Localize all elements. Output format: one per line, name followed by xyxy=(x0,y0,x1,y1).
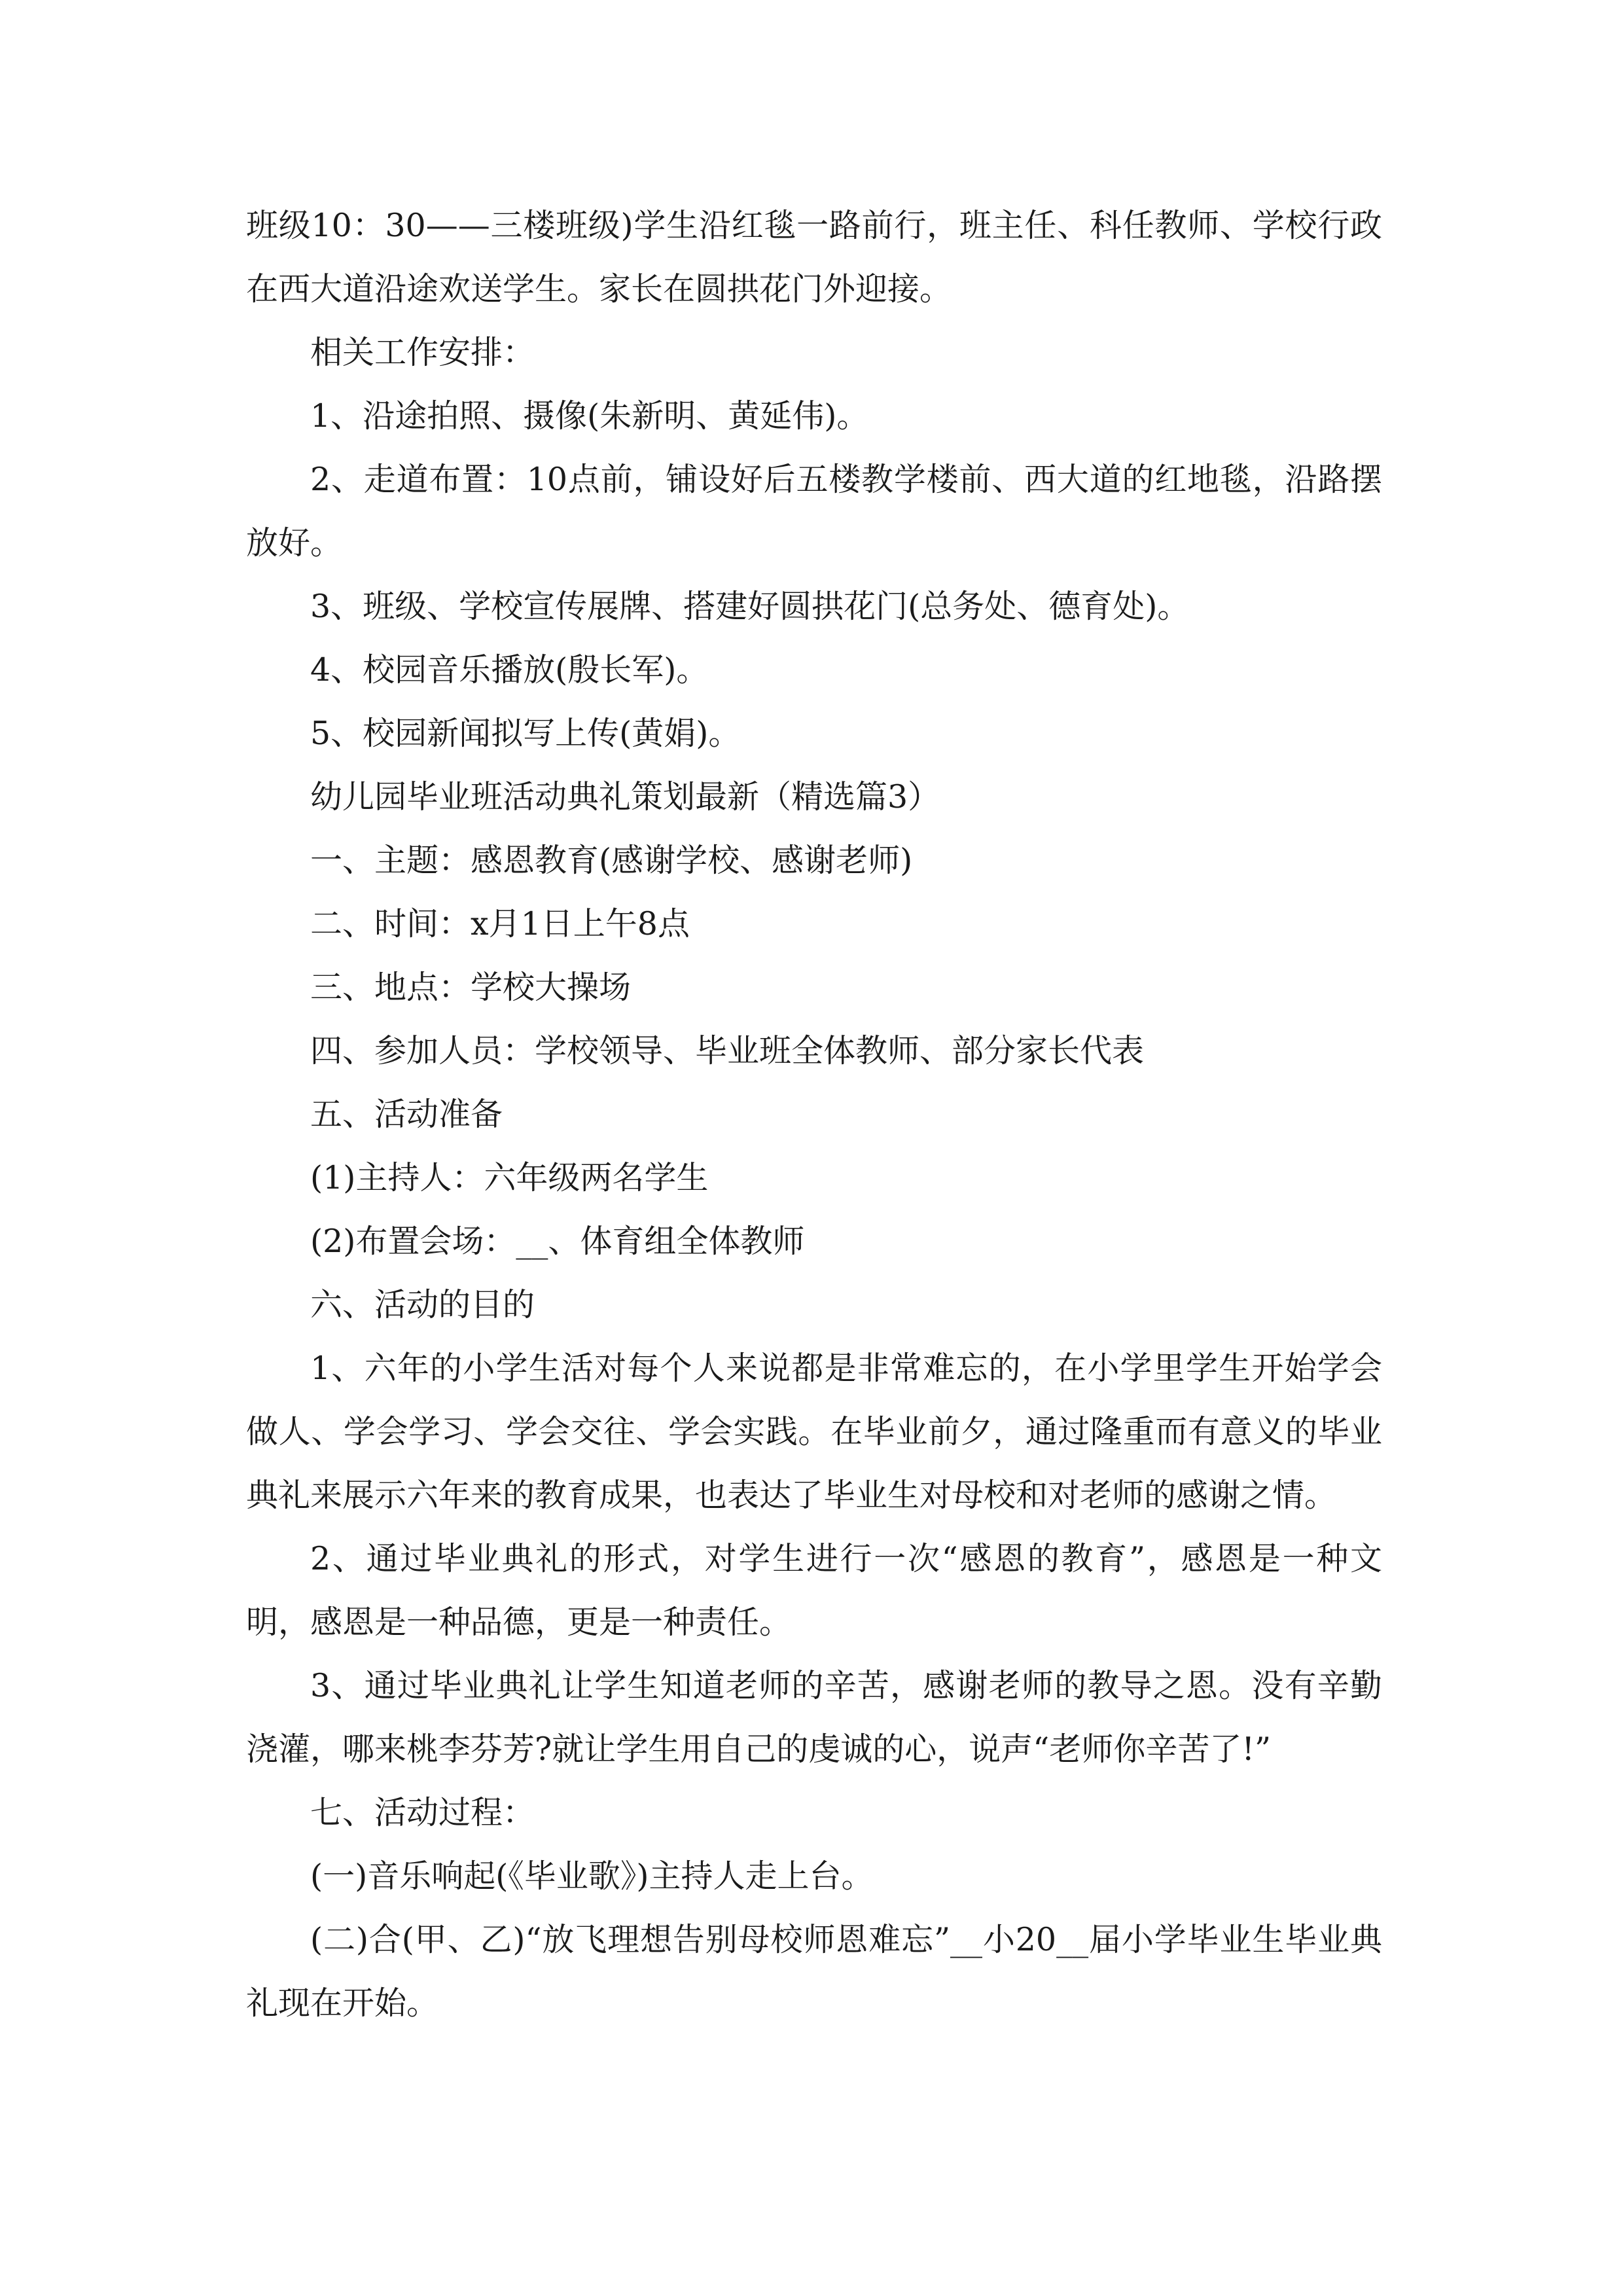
paragraph-purpose-2: 2、通过毕业典礼的形式，对学生进行一次“感恩的教育”，感恩是一种文明，感恩是一种品德，更是一种责任。 xyxy=(246,1540,1382,1641)
paragraph-time: 二、时间：x月1日上午8点 xyxy=(310,905,690,942)
paragraph-preparation-heading: 五、活动准备 xyxy=(310,1096,503,1133)
paragraph-process-heading: 七、活动过程： xyxy=(310,1794,535,1831)
paragraph-purpose-3: 3、通过毕业典礼让学生知道老师的辛苦，感谢老师的教导之恩。没有辛勤浇灌，哪来桃李芬芳?就让学生用自己的虔诚的心，说声“老师你辛苦了!” xyxy=(246,1667,1382,1768)
paragraph-process-1: (一)音乐响起(《毕业歌》)主持人走上台。 xyxy=(310,1857,874,1895)
paragraph-item-photo: 1、沿途拍照、摄像(朱新明、黄延伟)。 xyxy=(310,397,869,435)
paragraph-item-music: 4、校园音乐播放(殷长军)。 xyxy=(310,651,709,689)
paragraph-purpose-1: 1、六年的小学生活对每个人来说都是非常难忘的，在小学里学生开始学会做人、学会学习、学会交往、学会实践。在毕业前夕，通过隆重而有意义的毕业典礼来展示六年来的教育成果，也表达了毕业生对母校和对老师的感谢之情。 xyxy=(246,1350,1382,1514)
paragraph-participants: 四、参加人员：学校领导、毕业班全体教师、部分家长代表 xyxy=(310,1032,1145,1069)
paragraph-item-display: 3、班级、学校宣传展牌、搭建好圆拱花门(总务处、德育处)。 xyxy=(310,588,1190,625)
paragraph-venue: (2)布置会场：__、体育组全体教师 xyxy=(310,1223,805,1260)
paragraph-item-news: 5、校园新闻拟写上传(黄娟)。 xyxy=(310,715,741,752)
paragraph-process-2: (二)合(甲、乙)“放飞理想告别母校师恩难忘”__小20__届小学毕业生毕业典礼现在开始。 xyxy=(246,1921,1382,2022)
paragraph-theme: 一、主题：感恩教育(感谢学校、感谢老师) xyxy=(310,842,913,879)
paragraph-location: 三、地点：学校大操场 xyxy=(310,969,632,1006)
paragraph-host: (1)主持人：六年级两名学生 xyxy=(310,1159,709,1196)
section-title: 幼儿园毕业班活动典礼策划最新（精选篇3） xyxy=(310,778,940,816)
paragraph-intro-continuation: 班级10：30——三楼班级)学生沿红毯一路前行，班主任、科任教师、学校行政在西大道沿途欢送学生。家长在圆拱花门外迎接。 xyxy=(246,207,1382,308)
paragraph-work-arrangement-heading: 相关工作安排： xyxy=(310,334,535,371)
document-body xyxy=(246,194,1382,2035)
paragraph-item-aisle: 2、走道布置：10点前，铺设好后五楼教学楼前、西大道的红地毯，沿路摆放好。 xyxy=(246,461,1382,562)
paragraph-purpose-heading: 六、活动的目的 xyxy=(310,1286,535,1323)
